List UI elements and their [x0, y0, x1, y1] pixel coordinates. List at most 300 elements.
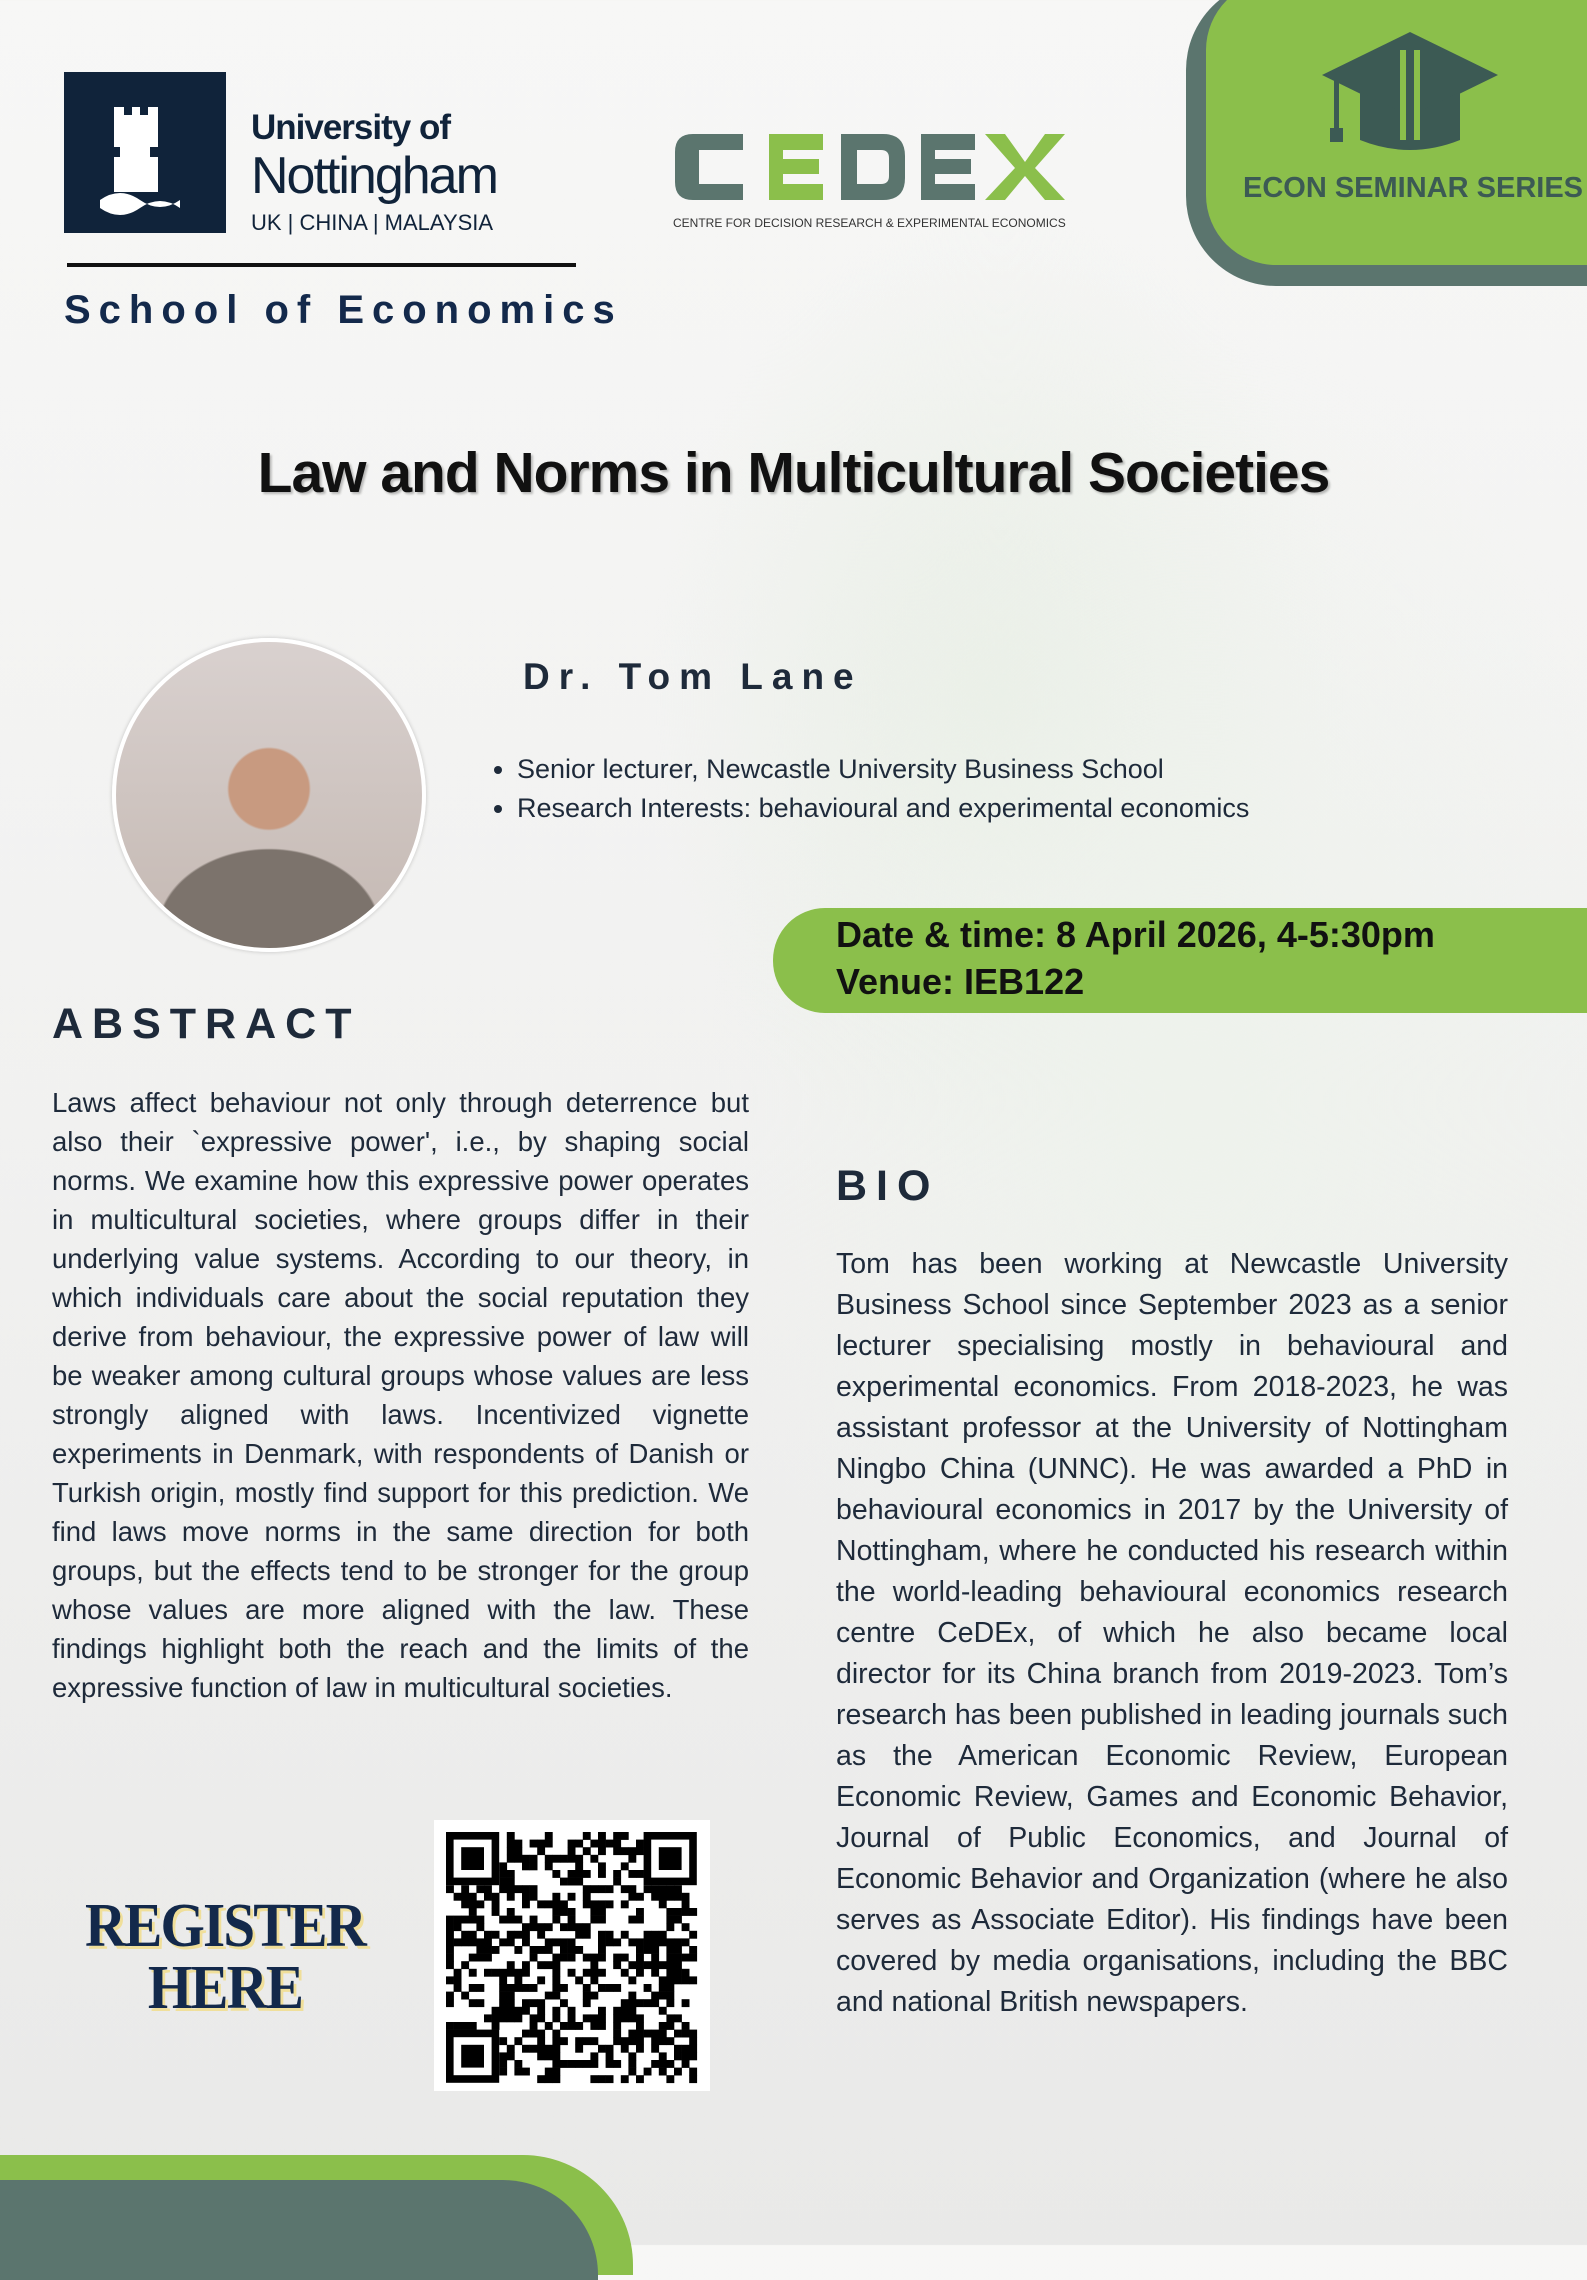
qr-module [598, 1862, 606, 1870]
qr-module [590, 2037, 598, 2045]
qr-module [590, 1992, 598, 2000]
qr-module [598, 1931, 606, 1939]
qr-module [507, 1870, 515, 1878]
qr-module [621, 1954, 629, 1962]
qr-module [590, 1885, 598, 1893]
qr-module [628, 1893, 636, 1901]
qr-module [666, 2075, 674, 2083]
qr-module [674, 2014, 682, 2022]
qr-module [659, 2037, 667, 2045]
qr-module [499, 1984, 507, 1992]
qr-module [583, 1931, 591, 1939]
qr-module [621, 2075, 629, 2083]
qr-module [659, 1893, 667, 1901]
qr-module [575, 2037, 583, 2045]
qr-module [659, 1885, 667, 1893]
qr-module [628, 1847, 636, 1855]
qr-module [659, 1900, 667, 1908]
qr-module [476, 1938, 484, 1946]
qr-module [674, 1946, 682, 1954]
qr-module [621, 1931, 629, 1939]
qr-module [651, 1999, 659, 2007]
qr-module [659, 2007, 667, 2015]
qr-module [446, 1923, 454, 1931]
qr-module [613, 1847, 621, 1855]
qr-module [583, 1984, 591, 1992]
qr-module [628, 2014, 636, 2022]
register-here-label[interactable] [73, 1892, 377, 2022]
qr-module [461, 1916, 469, 1924]
qr-module [476, 1900, 484, 1908]
qr-module [560, 1900, 568, 1908]
qr-module [530, 1893, 538, 1901]
qr-module [598, 1847, 606, 1855]
qr-module [537, 1999, 545, 2007]
qr-module [644, 1984, 652, 1992]
qr-module [590, 1976, 598, 1984]
qr-module [590, 1954, 598, 1962]
qr-module [446, 1931, 454, 1939]
bio-text: Tom has been working at Newcastle University Business School since September 2023 as a senior lecturer specialising mostly in behavioural and experimental economics. From 2018-2023, he was assistant professor at the University of Nottingham Ningbo China (UNNC). He was awarded a PhD in behavioural economics in 2017 by the University of Nottingham, where he conducted his research within the world-leading behavioural economics research centre CeDEx, of which he also became local director for its China branch from 2019-2023. Tom’s research has been published in leading journals such as the American Economic Review, European Economic Review, Games and Economic Behavior, Journal of Public Economics, and Journal of Economic Behavior and Organization (where he also serves as Associate Editor). His findings have been covered by media organisations, including the BBC and national British newspapers. [836, 1248, 1508, 2018]
qr-module [560, 1908, 568, 1916]
qr-module [530, 1862, 538, 1870]
qr-module [545, 1992, 553, 2000]
qr-module [651, 1938, 659, 1946]
qr-module [476, 1923, 484, 1931]
qr-module [636, 1908, 644, 1916]
qr-module [469, 1900, 477, 1908]
qr-module [461, 1847, 484, 1870]
qr-module [499, 2052, 507, 2060]
qr-module [659, 1961, 667, 1969]
qr-module [507, 1878, 515, 1886]
qr-module [590, 2060, 598, 2068]
qr-module [545, 1923, 553, 1931]
qr-module [682, 2045, 690, 2053]
qr-module [492, 2007, 500, 2015]
qr-module [666, 1923, 674, 1931]
qr-module [674, 1938, 682, 1946]
qr-module [590, 1961, 598, 1969]
qr-module [590, 1969, 598, 1977]
qr-module [613, 2060, 621, 2068]
qr-module [469, 1908, 477, 1916]
qr-module [682, 1954, 690, 1962]
qr-module [666, 1954, 674, 1962]
qr-module [590, 1908, 598, 1916]
qr-module [606, 1840, 614, 1848]
qr-module [507, 1984, 515, 1992]
qr-module [530, 2022, 538, 2030]
qr-module [522, 1862, 530, 1870]
qr-module [621, 2007, 629, 2015]
qr-module [568, 2022, 576, 2030]
qr-module [446, 1992, 454, 2000]
qr-module [628, 1938, 636, 1946]
qr-module [583, 2014, 591, 2022]
qr-module [575, 1976, 583, 1984]
qr-module [514, 2060, 522, 2068]
qr-module [545, 2022, 553, 2030]
qr-module [522, 1885, 530, 1893]
qr-module [651, 2037, 659, 2045]
qr-module [636, 1870, 644, 1878]
qr-module [583, 1999, 591, 2007]
qr-module [499, 1862, 507, 1870]
qr-module [560, 2060, 568, 2068]
cedex-subtitle: CENTRE FOR DECISION RESEARCH & EXPERIMENTAL ECONOMICS [673, 216, 1066, 230]
qr-module [568, 2060, 576, 2068]
qr-module [621, 1999, 629, 2007]
qr-module [606, 1938, 614, 1946]
qr-module [469, 2022, 477, 2030]
cedex-logo [673, 130, 1065, 204]
qr-module [598, 2007, 606, 2015]
qr-module [492, 2014, 500, 2022]
qr-module [606, 2052, 614, 2060]
qr-module [454, 1923, 462, 1931]
qr-module [666, 2037, 674, 2045]
qr-module [499, 1916, 507, 1924]
qr-module [598, 1885, 606, 1893]
qr-module [530, 1923, 538, 1931]
qr-module [552, 1992, 560, 2000]
qr-module [659, 1976, 667, 1984]
qr-module [628, 1976, 636, 1984]
qr-module [621, 1900, 629, 1908]
qr-module [560, 1878, 568, 1886]
qr-module [446, 1976, 454, 1984]
qr-module [484, 1969, 492, 1977]
qr-module [682, 1938, 690, 1946]
qr-module [514, 2014, 522, 2022]
qr-module [545, 1840, 553, 1848]
qr-module [514, 1885, 522, 1893]
qr-module [507, 1840, 515, 1848]
qr-module [583, 1900, 591, 1908]
qr-module [469, 1893, 477, 1901]
qr-module [644, 1885, 652, 1893]
qr-module [552, 2052, 560, 2060]
qr-module [545, 1855, 553, 1863]
qr-module [514, 1847, 522, 1855]
qr-module [568, 1954, 576, 1962]
qr-module [537, 1923, 545, 1931]
qr-module [514, 1840, 522, 1848]
qr-module [545, 1946, 553, 1954]
qr-module [484, 1946, 492, 1954]
qr-module [613, 1984, 621, 1992]
qr-module [666, 1999, 674, 2007]
qr-module [552, 2007, 560, 2015]
speaker-detail: • Senior lecturer, Newcastle University Business School [517, 750, 1249, 789]
qr-module [598, 1916, 606, 1924]
qr-module [537, 2052, 545, 2060]
qr-module [666, 1984, 674, 1992]
qr-module [568, 1847, 576, 1855]
qr-module [522, 1900, 530, 1908]
qr-module [651, 1961, 659, 1969]
qr-module [568, 1893, 576, 1901]
qr-module [613, 1878, 621, 1886]
qr-module [575, 1855, 583, 1863]
qr-module [530, 1999, 538, 2007]
qr-module [583, 2037, 591, 2045]
qr-module [621, 2014, 629, 2022]
qr-module [689, 1931, 697, 1939]
qr-module [545, 1938, 553, 1946]
qr-module [537, 1840, 545, 1848]
qr-module [568, 1923, 576, 1931]
qr-module [568, 2007, 576, 2015]
qr-module [514, 1984, 522, 1992]
registration-qr-code[interactable] [434, 1820, 710, 2091]
qr-module [537, 2075, 545, 2083]
qr-module [552, 1969, 560, 1977]
qr-module [552, 1916, 560, 1924]
university-campuses: UK | CHINA | MALAYSIA [251, 210, 494, 235]
qr-module [628, 1999, 636, 2007]
qr-module [689, 1908, 697, 1916]
qr-module [507, 1855, 515, 1863]
qr-module [644, 1931, 652, 1939]
qr-module [499, 1885, 507, 1893]
qr-module [522, 1931, 530, 1939]
qr-module [552, 2068, 560, 2076]
qr-module [613, 1938, 621, 1946]
qr-module [659, 1938, 667, 1946]
qr-module [659, 2052, 667, 2060]
qr-module [560, 1938, 568, 1946]
qr-module [575, 2060, 583, 2068]
qr-module [507, 1961, 515, 1969]
qr-module [651, 1946, 659, 1954]
qr-module [590, 2022, 598, 2030]
seminar-title: Law and Norms in Multicultural Societies [257, 441, 1330, 505]
register-line1: REGISTER [84, 1892, 366, 1960]
qr-module [522, 1923, 530, 1931]
qr-module [621, 1885, 629, 1893]
qr-module [613, 1961, 621, 1969]
qr-module [537, 1961, 545, 1969]
qr-module [644, 1946, 652, 1954]
qr-module [628, 1961, 636, 1969]
qr-module [590, 2014, 598, 2022]
qr-module [446, 2022, 454, 2030]
qr-module [659, 2030, 667, 2038]
university-name-line1: University of [251, 108, 450, 147]
qr-module [537, 2037, 545, 2045]
qr-module [507, 2007, 515, 2015]
qr-module [651, 1893, 659, 1901]
qr-module [552, 1870, 560, 1878]
qr-module [492, 1946, 500, 1954]
qr-module [651, 2060, 659, 2068]
qr-module [590, 2075, 598, 2083]
qr-module [659, 1931, 667, 1939]
qr-module [621, 2045, 629, 2053]
qr-module [575, 1931, 583, 1939]
qr-module [590, 2052, 598, 2060]
qr-module [628, 2052, 636, 2060]
qr-module [492, 1893, 500, 1901]
qr-module [628, 2068, 636, 2076]
qr-module [666, 1908, 674, 1916]
qr-module [499, 2068, 507, 2076]
qr-module [507, 1992, 515, 2000]
qr-module [552, 1938, 560, 1946]
abstract-text: Laws affect behaviour not only through deterrence but also their `expressive power', i.e., by shaping social norms. We examine how this expressive power operates in multicultural societies, where groups differ in their underlying value systems. According to our theory, in which individuals care about the social reputation they derive from behaviour, the expressive power of law will be weaker among cultural groups whose values are less strongly aligned with laws. Incentivized vignette experiments in Denmark, with respondents of Danish or Turkish origin, mostly find support for this prediction. We find laws move norms in the same direction for both groups, but the effects tend to be stronger for the group whose values are more aligned with the law. These findings highlight both the reach and the limits of the expressive function of law in multicultural societies. [52, 1087, 749, 1703]
qr-module [636, 2045, 644, 2053]
qr-module [682, 1908, 690, 1916]
qr-module [666, 1893, 674, 1901]
qr-module [552, 2030, 560, 2038]
footer-accent-dark [0, 2180, 598, 2280]
qr-module [628, 2030, 636, 2038]
qr-module [499, 1938, 507, 1946]
qr-module [446, 1999, 454, 2007]
qr-module [644, 1999, 652, 2007]
qr-module [644, 1938, 652, 1946]
qr-module [522, 2030, 530, 2038]
qr-module [507, 2045, 515, 2053]
qr-module [666, 2022, 674, 2030]
qr-module [484, 1885, 492, 1893]
qr-module [674, 2068, 682, 2076]
qr-module [644, 2068, 652, 2076]
qr-module [568, 1908, 576, 1916]
qr-module [666, 1976, 674, 1984]
qr-module [674, 1916, 682, 1924]
qr-module [537, 1946, 545, 1954]
qr-module [674, 1976, 682, 1984]
qr-module [522, 1961, 530, 1969]
qr-module [682, 1900, 690, 1908]
qr-module [552, 1908, 560, 1916]
qr-code-icon [434, 1820, 710, 2091]
qr-module [659, 2022, 667, 2030]
qr-module [666, 1969, 674, 1977]
qr-module [606, 2045, 614, 2053]
qr-module [689, 2037, 697, 2045]
qr-module [545, 1862, 553, 1870]
qr-module [560, 1984, 568, 1992]
qr-module [560, 1923, 568, 1931]
qr-module [628, 2007, 636, 2015]
qr-module [530, 1954, 538, 1962]
qr-module [560, 2022, 568, 2030]
qr-module [469, 1984, 477, 1992]
qr-module [651, 1931, 659, 1939]
qr-module [492, 2022, 500, 2030]
qr-module [682, 1969, 690, 1977]
qr-module [636, 1946, 644, 1954]
qr-module [514, 1976, 522, 1984]
qr-module [469, 1999, 477, 2007]
qr-module [454, 1893, 462, 1901]
qr-module [628, 1916, 636, 1924]
qr-module [666, 1961, 674, 1969]
qr-module [461, 1931, 469, 1939]
qr-module [507, 1893, 515, 1901]
castle-icon [64, 72, 226, 233]
qr-module [507, 1938, 515, 1946]
qr-module [621, 2037, 629, 2045]
qr-module [583, 1954, 591, 1962]
qr-module [454, 1916, 462, 1924]
qr-module [636, 2037, 644, 2045]
qr-module [552, 1893, 560, 1901]
qr-module [689, 1954, 697, 1962]
qr-module [590, 1900, 598, 1908]
qr-module [682, 2030, 690, 2038]
qr-module [530, 1946, 538, 1954]
qr-module [613, 2022, 621, 2030]
qr-module [613, 1840, 621, 1848]
qr-module [537, 2007, 545, 2015]
qr-module [682, 2052, 690, 2060]
qr-module [598, 2022, 606, 2030]
qr-module [651, 2045, 659, 2053]
qr-module [507, 1847, 515, 1855]
qr-module [598, 2014, 606, 2022]
qr-module [522, 1984, 530, 1992]
qr-module [583, 2060, 591, 2068]
qr-module [499, 2037, 507, 2045]
qr-module [552, 2045, 560, 2053]
qr-module [537, 2014, 545, 2022]
qr-module [530, 1916, 538, 1924]
qr-module [499, 2007, 507, 2015]
qr-module [613, 1832, 621, 1840]
qr-module [674, 2030, 682, 2038]
qr-module [575, 1946, 583, 1954]
qr-module [552, 1984, 560, 1992]
qr-module [492, 1908, 500, 1916]
qr-module [499, 2060, 507, 2068]
qr-module [621, 1969, 629, 1977]
qr-module [598, 1938, 606, 1946]
qr-module [575, 2045, 583, 2053]
qr-module [598, 1984, 606, 1992]
qr-module [598, 2075, 606, 2083]
qr-module [461, 1961, 469, 1969]
qr-module [598, 1870, 606, 1878]
divider [67, 263, 576, 267]
qr-module [644, 2030, 652, 2038]
qr-module [514, 2037, 522, 2045]
qr-module [545, 1961, 553, 1969]
qr-module [659, 1847, 682, 1870]
qr-module [484, 1893, 492, 1901]
qr-module [666, 2014, 674, 2022]
qr-module [530, 2030, 538, 2038]
qr-module [560, 1946, 568, 1954]
qr-module [666, 1885, 674, 1893]
qr-module [636, 1969, 644, 1977]
qr-module [461, 1992, 469, 2000]
register-line2: HERE [147, 1954, 303, 2022]
qr-module [461, 1893, 469, 1901]
qr-module [575, 1840, 583, 1848]
qr-module [674, 2045, 682, 2053]
qr-module [682, 2060, 690, 2068]
qr-module [469, 1969, 477, 1977]
qr-module [446, 1961, 454, 1969]
qr-module [575, 1862, 583, 1870]
qr-module [621, 1862, 629, 1870]
qr-module [568, 1870, 576, 1878]
